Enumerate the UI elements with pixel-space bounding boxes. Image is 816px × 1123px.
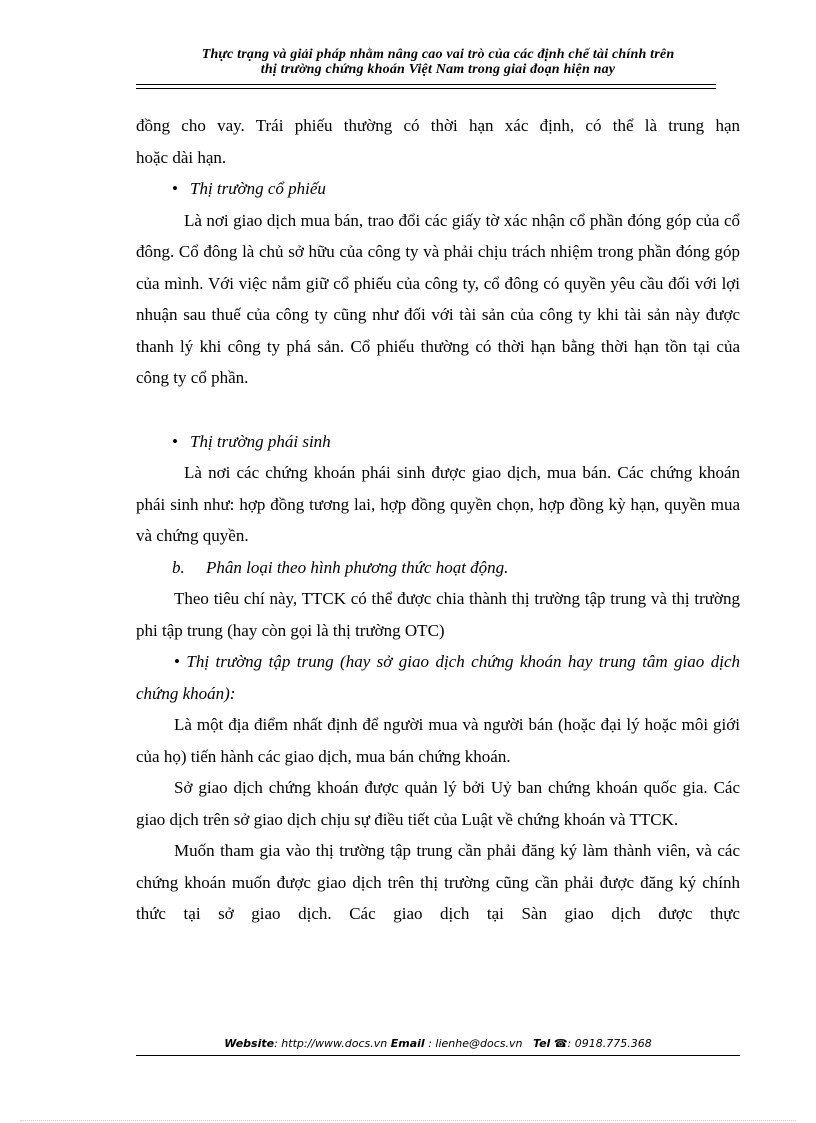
paragraph-line: hoặc dài hạn. <box>136 147 227 167</box>
header-title-line2: thị trường chứng khoán Việt Nam trong giai đoạn hiện nay <box>260 62 616 77</box>
bullet-label: Thị trường cổ phiếu <box>190 179 326 198</box>
document-body <box>136 110 740 930</box>
bullet-item <box>136 646 740 709</box>
page-header <box>136 47 740 77</box>
subheading-letter: b. <box>172 557 185 577</box>
spacer <box>136 394 740 426</box>
bullet-item <box>136 426 740 458</box>
bullet-label: Thị trường tập trung (hay sở giao dịch chứng khoán hay trung tâm giao dịch chứng khoán): <box>136 652 740 703</box>
page-footer <box>136 1037 740 1050</box>
footer-divider <box>136 1055 740 1056</box>
tel-label: Tel <box>532 1037 551 1050</box>
bullet-icon: • <box>172 431 178 451</box>
paragraph: Theo tiêu chí này, TTCK có thể được chia thành thị trường tập trung và thị trường phi tập trung (hay còn gọi là thị trường OTC) <box>136 589 740 640</box>
header-divider <box>136 84 716 85</box>
bullet-label: Thị trường phái sinh <box>190 431 331 451</box>
subheading <box>136 552 740 584</box>
website-link[interactable]: : http://www.docs.vn <box>274 1037 388 1050</box>
phone-icon: ☎ <box>553 1037 568 1050</box>
bullet-item <box>136 173 740 205</box>
email-label: Email <box>390 1037 425 1050</box>
email-link[interactable]: : lienhe@docs.vn <box>424 1037 523 1050</box>
paragraph: Là nơi giao dịch mua bán, trao đổi các giấy tờ xác nhận cổ phần đóng góp của cổ đông. Cổ đông là chủ sở hữu của công ty và phải chịu trách nhiệm trong phần đóng góp của mình. Với việc nắm giữ cổ phiếu của công ty, cổ đông có quyền yêu cầu đối với lợi nhuận sau thuế của công ty cũng như đối với tài sản của công ty khi tài sản này được thanh lý khi công ty phá sản. Cổ phiếu thường có thời hạn bằng thời hạn tồn tại của công ty cổ phần. <box>136 210 740 387</box>
paragraph: Là nơi các chứng khoán phái sinh được giao dịch, mua bán. Các chứng khoán phái sinh như: hợp đồng tương lai, hợp đồng quyền chọn, hợp đồng kỳ hạn, quyền mua và chứng quyền. <box>136 463 740 545</box>
paragraph: Là một địa điểm nhất định để người mua và người bán (hoặc đại lý hoặc môi giới của họ) tiến hành các giao dịch, mua bán chứng khoán. <box>136 715 740 766</box>
bullet-icon: • <box>172 179 178 198</box>
subheading-text: Phân loại theo hình phương thức hoạt động. <box>206 557 509 577</box>
paragraph-line: đồng cho vay. Trái phiếu thường có thời hạn xác định, có thể là trung hạn <box>136 116 740 135</box>
bullet-icon: • <box>174 652 180 671</box>
paragraph: Sở giao dịch chứng khoán được quản lý bởi Uỷ ban chứng khoán quốc gia. Các giao dịch trên sở giao dịch chịu sự điều tiết của Luật về chứng khoán và TTCK. <box>136 778 740 829</box>
page-bottom-dotted-line <box>20 1120 796 1121</box>
website-label: Website <box>224 1037 275 1050</box>
tel-number: : 0918.775.368 <box>567 1037 652 1050</box>
paragraph: Muốn tham gia vào thị trường tập trung cần phải đăng ký làm thành viên, và các chứng khoán muốn được giao dịch trên thị trường cũng cần phải được đăng ký chính thức tại sở giao dịch. Các giao dịch tại Sàn giao dịch được thực <box>136 841 740 923</box>
header-divider-secondary <box>136 88 716 89</box>
header-title-line1: Thực trạng và giải pháp nhằm nâng cao vai trò của các định chế tài chính trên <box>201 47 675 62</box>
